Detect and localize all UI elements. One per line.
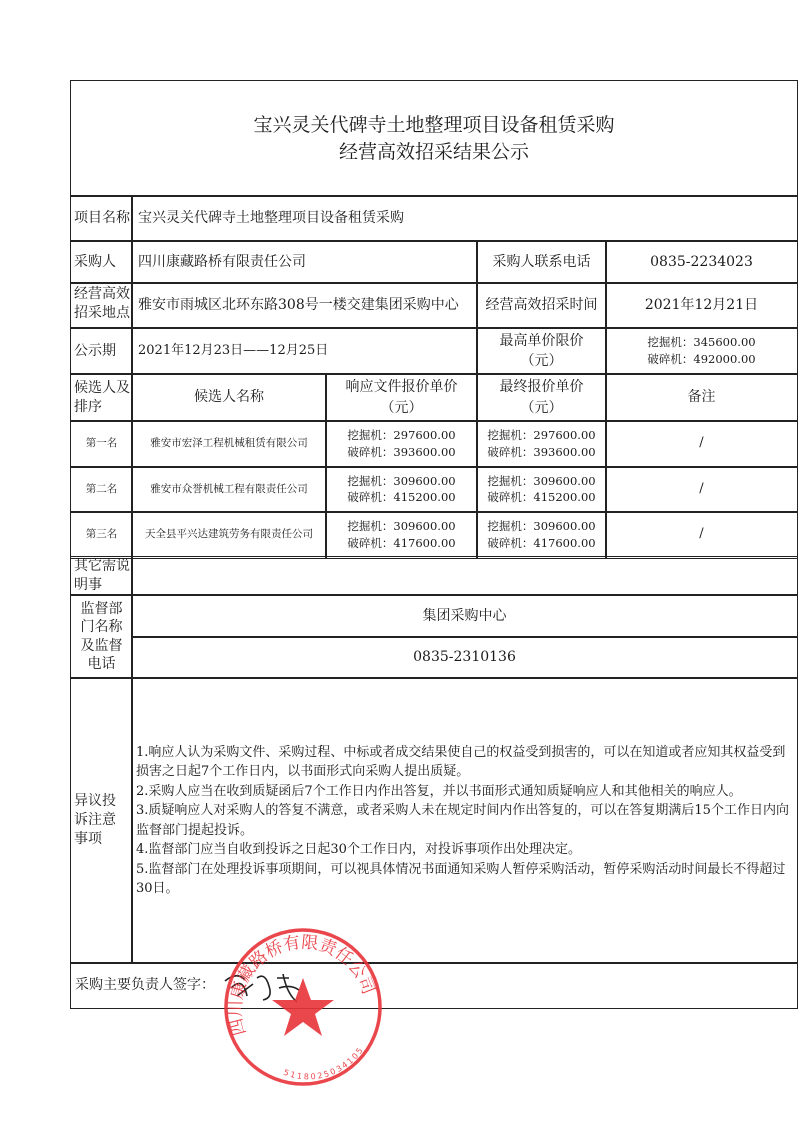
supervision-label: 监督部门名称及监督电话 [70,594,133,679]
rank-cell [70,511,133,559]
remark-cell [605,511,798,559]
remark: / [699,435,704,451]
response-price-cell [325,420,478,468]
complaint-note: 3.质疑响应人对采购人的答复不满意，或者采购人未在规定时间内作出答复的，可以在答复期满后15个工作日内向监督部门提起投诉。 [136,803,789,838]
rank: 第三名 [85,528,118,541]
handwritten-signature [217,966,307,1006]
buyer-phone-label: 采购人联系电话 [476,240,607,284]
svg-text:5118025034105 [282,1045,365,1082]
resp-breaker: 破碎机：417600.00 [347,535,456,550]
other-label: 其它需说明事 [70,556,133,596]
complaint-note: 1.响应人认为采购文件、采购过程、中标或者成交结果使自己的权益受到损害的，可以在知道或者应知其权益受到损害之日起7个工作日内，以书面形式向采购人提出质疑。 [136,744,786,779]
rank: 第二名 [85,482,118,495]
signature-row [70,962,798,1009]
complaint-note: 4.监督部门应当自收到投诉之日起30个工作日内，对投诉事项作出处理决定。 [136,842,581,857]
name-header: 候选人名称 [131,373,327,422]
final-excavator: 挖掘机：309600.00 [487,519,596,534]
period-label: 公示期 [70,327,133,375]
resp-breaker: 破碎机：415200.00 [347,490,456,505]
candidate-name: 雅安市宏泽工程机械租赁有限公司 [150,437,308,450]
rank-cell [70,420,133,468]
max-excavator: 挖掘机：345600.00 [647,335,756,350]
rank-cell [70,466,133,514]
resp-excavator: 挖掘机：309600.00 [347,519,456,534]
response-price-header: 响应文件报价单价（元） [325,373,478,422]
final-price-cell [476,511,607,559]
resp-excavator: 挖掘机：297600.00 [347,428,456,443]
final-price-header: 最终报价单价（元） [476,373,607,422]
max-price [605,327,798,375]
seal-text: 四川康藏路桥有限责任公司 [226,932,379,1038]
title-line2: 经营高效招采结果公示 [338,140,529,163]
name-cell [131,466,327,514]
buyer-phone: 0835-2234023 [605,240,798,284]
seal-code: 5118025034105 [282,1044,366,1082]
response-price-cell [325,466,478,514]
remark-cell [605,420,798,468]
procurement-time: 2021年12月21日 [605,282,798,329]
name-cell [131,511,327,559]
signature-label: 采购主要负责人签字： [75,977,215,994]
final-breaker: 破碎机：393600.00 [487,444,596,459]
final-excavator: 挖掘机：309600.00 [487,473,596,488]
resp-excavator: 挖掘机：309600.00 [347,473,456,488]
final-price-cell [476,420,607,468]
address-value: 雅安市雨城区北环东路308号一楼交建集团采购中心 [131,282,478,329]
document-title [70,80,798,197]
supervision-phone: 0835-2310136 [131,636,798,679]
final-excavator: 挖掘机：297600.00 [487,428,596,443]
remark: / [699,480,704,496]
resp-breaker: 破碎机：393600.00 [347,444,456,459]
project-label: 项目名称 [70,195,133,242]
complaints-notes [131,677,798,964]
complaint-note: 2.采购人应当在收到质疑函后7个工作日内作出答复，并以书面形式通知质疑响应人和其他相关的响应人。 [136,783,742,799]
complaint-note: 5.监督部门在处理投诉事项期间，可以视具体情况书面通知采购人暂停采购活动，暂停采购活动时间最长不得超过30日。 [136,861,786,896]
remark-header: 备注 [605,373,798,422]
max-price-label: 最高单价限价（元） [476,327,607,375]
complaints-label: 异议投诉注意事项 [70,677,133,964]
title-line1: 宝兴灵关代碑寺土地整理项目设备租赁采购 [253,113,615,136]
final-price-cell [476,466,607,514]
other-value [131,556,798,596]
remark-cell [605,466,798,514]
final-breaker: 破碎机：417600.00 [487,535,596,550]
project-value: 宝兴灵关代碑寺土地整理项目设备租赁采购 [131,195,798,242]
candidate-name: 天全县平兴达建筑劳务有限责任公司 [145,528,313,541]
buyer-label: 采购人 [70,240,133,284]
max-breaker: 破碎机：492000.00 [647,352,756,366]
final-breaker: 破碎机：415200.00 [487,490,596,505]
response-price-cell [325,511,478,559]
supervision-dept: 集团采购中心 [131,594,798,638]
name-cell [131,420,327,468]
procurement-time-label: 经营高效招采时间 [476,282,607,329]
remark: / [699,526,704,542]
period-value: 2021年12月23日——12月25日 [131,327,478,375]
candidate-name: 雅安市众誉机械工程有限责任公司 [150,482,308,495]
buyer-value: 四川康藏路桥有限责任公司 [131,240,478,284]
rank-header: 候选人及排序 [70,373,133,422]
address-label: 经营高效招采地点 [70,282,133,329]
rank: 第一名 [85,437,118,450]
